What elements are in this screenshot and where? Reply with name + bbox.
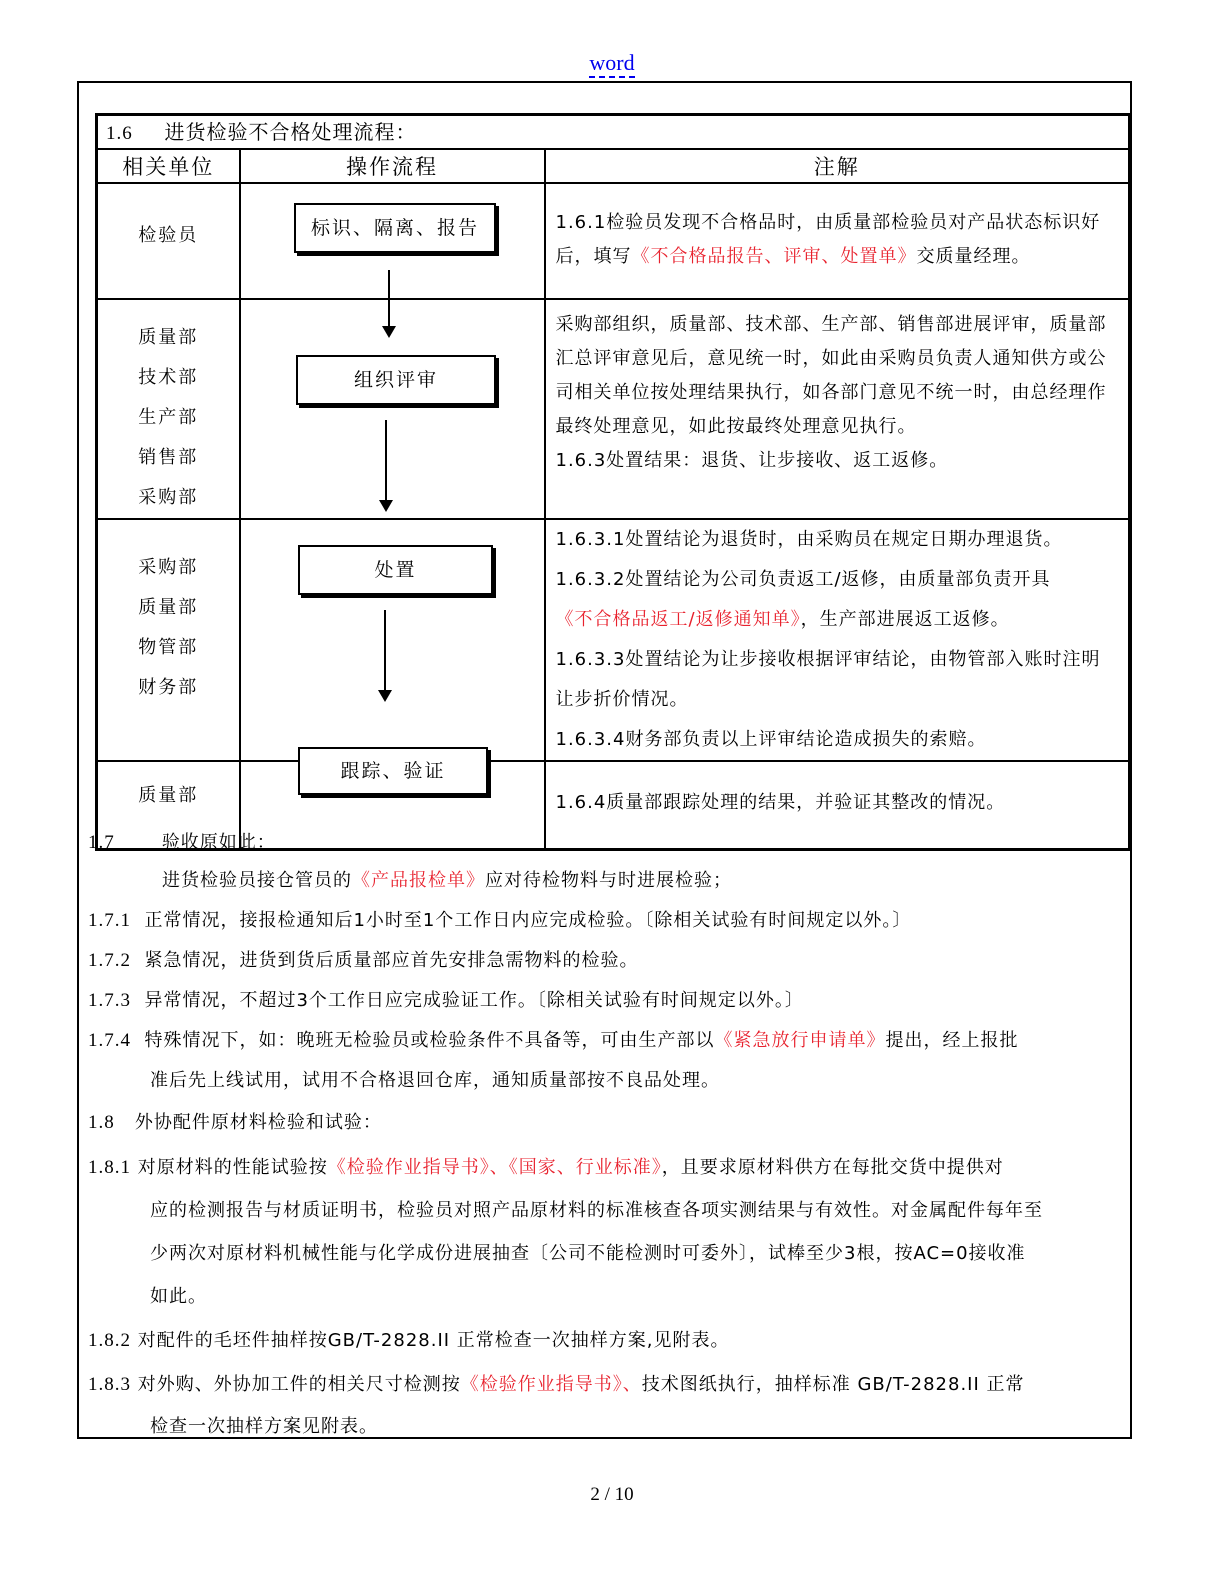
paragraph-text: 对原材料的性能试验按 <box>137 1157 328 1178</box>
paragraph-text: 对外购、外协加工件的相关尺寸检测按 <box>137 1374 461 1395</box>
note-text: 1.6.3.4财务部负责以上评审结论造成损失的索赔。 <box>555 729 987 750</box>
paragraph-text: ，且要求原材料供方在每批交货中提供对 <box>661 1157 1004 1178</box>
section-number: 1.7.2 <box>88 950 131 971</box>
col-header-notes: 注解 <box>545 149 1130 183</box>
section-1-8-1-cont <box>150 1239 1026 1265</box>
note-text: 1.6.3.3处置结论为让步接收根据评审结论，由物管部入账时注明让步折价情况。 <box>555 649 1101 710</box>
form-reference: 《不合格品返工/返修通知单》 <box>555 609 801 630</box>
paragraph-text: 对配件的毛坯件抽样按GB/T-2828.II 正常检查一次抽样方案,见附表。 <box>137 1330 730 1351</box>
col-header-units: 相关单位 <box>97 149 240 183</box>
section-1-8-3 <box>88 1370 1025 1396</box>
note-text: ，生产部进展返工返修。 <box>800 609 1010 630</box>
note-cell <box>545 183 1130 299</box>
section-title: 外协配件原材料检验和试验： <box>134 1112 382 1133</box>
section-number: 1.6 <box>106 123 133 144</box>
flow-step-mark-isolate-report: 标识、隔离、报告 <box>294 203 496 253</box>
section-1-8-1 <box>88 1153 1004 1179</box>
form-reference: 《产品报检单》 <box>352 870 485 891</box>
section-1-7-4-cont <box>150 1066 720 1092</box>
unit-label: 质量部 <box>138 327 199 348</box>
flow-step-disposal: 处置 <box>298 545 493 595</box>
table-row <box>97 299 1130 519</box>
section-1-8-1-cont <box>150 1196 1043 1222</box>
paragraph-text: 提出，经上报批 <box>885 1030 1019 1051</box>
section-title: 验收原如此： <box>161 832 276 853</box>
section-1-7-1 <box>88 906 911 932</box>
flow-table <box>95 113 1131 851</box>
units-cell <box>97 183 240 299</box>
section-number: 1.8 <box>88 1112 115 1133</box>
unit-label: 物管部 <box>138 637 199 658</box>
paragraph-text: 应的检测报告与材质证明书，检验员对照产品原材料的标准核查各项实测结果与有效性。对金属配件每年至 <box>150 1200 1043 1221</box>
unit-label: 质量部 <box>138 597 199 618</box>
section-1-8 <box>88 1108 382 1134</box>
form-reference: 《紧急放行申请单》 <box>714 1030 886 1051</box>
note-text: 交质量经理。 <box>916 246 1031 267</box>
section-1-7-4 <box>88 1026 1018 1052</box>
unit-label: 生产部 <box>138 407 199 428</box>
section-number: 1.8.3 <box>88 1374 131 1395</box>
flow-step-track-verify: 跟踪、验证 <box>298 747 488 795</box>
unit-label: 检验员 <box>138 225 199 246</box>
paragraph-text: 如此。 <box>150 1286 207 1307</box>
note-text: 1.6.3处置结果：退货、让步接收、返工返修。 <box>555 450 949 471</box>
form-reference: 《检验作业指导书》、 <box>460 1374 642 1395</box>
paragraph-text: 检查一次抽样方案见附表。 <box>150 1416 378 1437</box>
paragraph-text: 正常情况，接报检通知后1小时至1个工作日内应完成检验。〔除相关试验有时间规定以外。〕 <box>144 910 912 931</box>
paragraph-text: 应对待检物料与时进展检验； <box>485 870 732 891</box>
section-1-8-1-cont <box>150 1282 207 1308</box>
note-cell <box>545 299 1130 519</box>
note-text: 1.6.1检验员发现不合格品时，由质量部检验员对产品状态标识好后，填写 <box>555 212 1101 267</box>
down-arrow-icon <box>384 610 386 692</box>
note-text: 1.6.3.2处置结论为公司负责返工/返修，由质量部负责开具 <box>555 569 1051 590</box>
unit-label: 采购部 <box>138 557 199 578</box>
unit-label: 技术部 <box>138 367 199 388</box>
paragraph-text: 紧急情况，进货到货后质量部应首先安排急需物料的检验。 <box>144 950 639 971</box>
header-link <box>0 50 1224 76</box>
table-row <box>97 183 1130 299</box>
paragraph-text: 技术图纸执行，抽样标准 GB/T-2828.II 正常 <box>641 1374 1025 1395</box>
section-1-7-intro <box>162 866 732 892</box>
form-reference: 《不合格品报告、评审、处置单》 <box>631 246 917 267</box>
unit-label: 质量部 <box>138 785 199 806</box>
section-1-7-2 <box>88 946 638 972</box>
section-1-7 <box>88 828 276 854</box>
paragraph-text: 准后先上线试用，试用不合格退回仓库，通知质量部按不良品处理。 <box>150 1070 720 1091</box>
note-cell <box>545 519 1130 761</box>
note-text: 1.6.4质量部跟踪处理的结果，并验证其整改的情况。 <box>555 792 1006 813</box>
unit-label: 销售部 <box>138 447 199 468</box>
down-arrow-icon <box>385 420 387 502</box>
section-1-8-3-cont <box>150 1412 378 1438</box>
section-number: 1.7.4 <box>88 1030 131 1051</box>
note-text: 采购部组织，质量部、技术部、生产部、销售部进展评审，质量部汇总评审意见后，意见统一时，如此由采购员负责人通知供方或公司相关单位按处理结果执行，如各部门意见不统一时，由总经理作最终处理意见，如此按最终处理意见执行。 <box>555 314 1107 437</box>
section-1-8-2 <box>88 1326 730 1352</box>
section-number: 1.8.1 <box>88 1157 131 1178</box>
unit-label: 采购部 <box>138 487 199 508</box>
section-1-7-3 <box>88 986 804 1012</box>
col-header-flow: 操作流程 <box>240 149 545 183</box>
section-title: 进货检验不合格处理流程： <box>164 120 417 144</box>
note-cell <box>545 761 1130 849</box>
paragraph-text: 进货检验员接仓管员的 <box>162 870 352 891</box>
unit-label: 财务部 <box>138 677 199 698</box>
section-number: 1.7.1 <box>88 910 131 931</box>
units-cell <box>97 519 240 761</box>
flow-table-title <box>97 115 1130 150</box>
units-cell <box>97 299 240 519</box>
table-row <box>97 519 1130 761</box>
section-number: 1.7 <box>88 832 115 853</box>
section-number: 1.8.2 <box>88 1330 131 1351</box>
page-number: 2 / 10 <box>590 1484 634 1505</box>
form-reference: 《检验作业指导书》、《国家、行业标准》 <box>327 1157 662 1178</box>
section-number: 1.7.3 <box>88 990 131 1011</box>
word-link[interactable]: word <box>589 50 634 78</box>
flow-step-review: 组织评审 <box>296 355 496 405</box>
paragraph-text: 特殊情况下，如：晚班无检验员或检验条件不具备等，可由生产部以 <box>144 1030 715 1051</box>
paragraph-text: 少两次对原材料机械性能与化学成份进展抽查〔公司不能检测时可委外〕，试棒至少3根，按AC=0接收准 <box>150 1243 1026 1264</box>
note-text: 1.6.3.1处置结论为退货时，由采购员在规定日期办理退货。 <box>555 529 1063 550</box>
paragraph-text: 异常情况，不超过3个工作日应完成验证工作。〔除相关试验有时间规定以外。〕 <box>144 990 804 1011</box>
down-arrow-icon <box>388 270 390 328</box>
